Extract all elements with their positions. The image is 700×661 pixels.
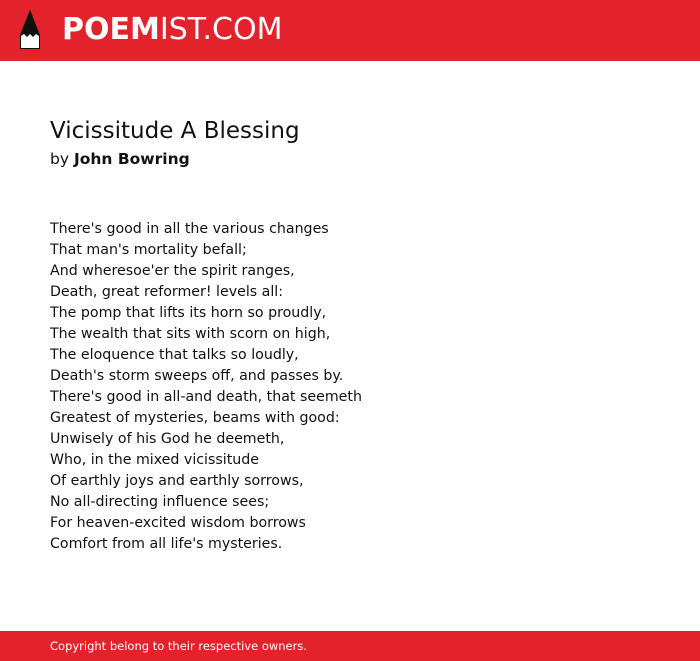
author-name: John Bowring xyxy=(73,150,190,168)
logo-bold-text: POEM xyxy=(62,12,160,47)
site-logo[interactable] xyxy=(62,10,282,50)
poem-line: Greatest of mysteries, beams with good: xyxy=(50,410,340,426)
poem-line: For heaven-excited wisdom borrows xyxy=(50,515,306,531)
poem-line: The pomp that lifts its horn so proudly, xyxy=(50,305,327,321)
poem-body xyxy=(50,219,650,555)
poem-line: The wealth that sits with scorn on high, xyxy=(50,326,331,342)
poem-line: Who, in the mixed vicissitude xyxy=(50,452,260,468)
poem-line: That man's mortality befall; xyxy=(50,242,247,258)
poem-line: No all-directing influence sees; xyxy=(50,494,270,510)
poem-line: Unwisely of his God he deemeth, xyxy=(50,431,285,447)
by-label: by xyxy=(50,150,70,168)
poem-line: Comfort from all life's mysteries. xyxy=(50,536,283,552)
poem-line: The eloquence that talks so loudly, xyxy=(50,347,299,363)
byline xyxy=(50,148,190,170)
site-header xyxy=(0,0,700,61)
pencil-icon[interactable] xyxy=(17,9,43,51)
copyright-text: Copyright belong to their respective owners. xyxy=(50,639,308,653)
poem-line: Death's storm sweeps off, and passes by. xyxy=(50,368,344,384)
poem-title: Vicissitude A Blessing xyxy=(50,118,300,144)
poem-line: There's good in all-and death, that seemeth xyxy=(50,389,362,405)
poem-line: Death, great reformer! levels all: xyxy=(50,284,284,300)
logo-thin-text: IST.COM xyxy=(159,12,283,47)
poem-line: And wheresoe'er the spirit ranges, xyxy=(50,263,295,279)
site-footer xyxy=(0,631,700,661)
poem-line: Of earthly joys and earthly sorrows, xyxy=(50,473,304,489)
poem-line: There's good in all the various changes xyxy=(50,221,329,237)
